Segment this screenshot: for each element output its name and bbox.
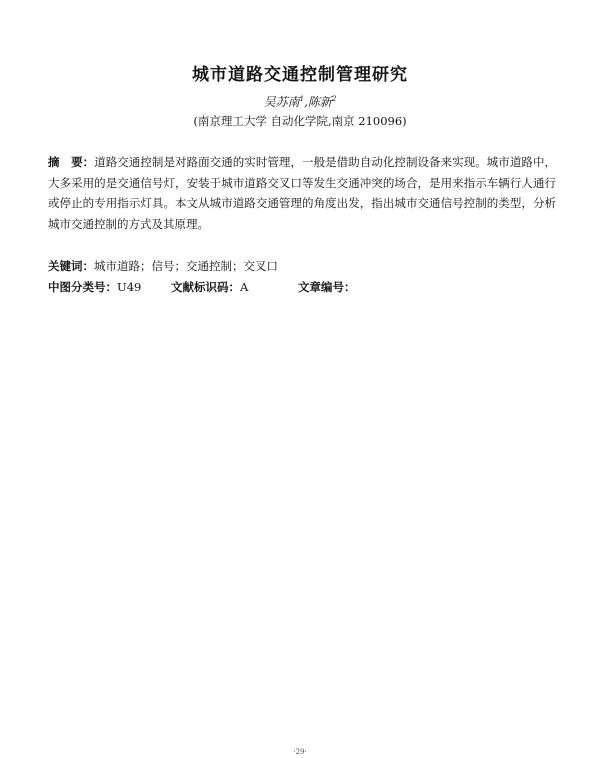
article-number-label: 文章编号： xyxy=(297,280,356,294)
page-number: ·29· xyxy=(293,748,307,756)
clc-label: 中图分类号： xyxy=(48,280,117,294)
paper-title: 城市道路交通控制管理研究 xyxy=(192,65,408,85)
keywords-section xyxy=(48,258,556,274)
affiliation-mark: 2 xyxy=(331,95,337,103)
keywords-text: 城市道路；信号；交通控制；交叉口 xyxy=(94,259,278,273)
author-name: 陈新 xyxy=(307,95,332,109)
affiliation-mark: 1 xyxy=(299,95,305,103)
abstract-label: 摘 要： xyxy=(48,155,95,169)
author-name: 吴苏南 xyxy=(263,95,300,109)
author-affiliation: (南京理工大学 自动化学院,南京 210096) xyxy=(193,114,407,128)
abstract-text: 道路交通控制是对路面交通的实时管理，一般是借助自动化控制设备来实现。城市道路中，大多采用的是交通信号灯，安装于城市道路交叉口等发生交通冲突的场合，是用来指示车辆行人通行或停止的专用指示灯具。本文从城市道路交通管理的角度出发，指出城市交通信号控制的类型，分析城市交通控制的方式及其原理。 xyxy=(48,155,556,231)
author-line xyxy=(0,93,600,110)
classification-line xyxy=(48,279,556,295)
abstract-section xyxy=(48,152,556,234)
clc-value: U49 xyxy=(117,280,142,294)
doc-code-label: 文献标识码： xyxy=(170,280,240,294)
doc-code-value: A xyxy=(239,280,249,294)
keywords-label: 关键词： xyxy=(48,259,94,273)
author-separator: , xyxy=(304,95,308,109)
